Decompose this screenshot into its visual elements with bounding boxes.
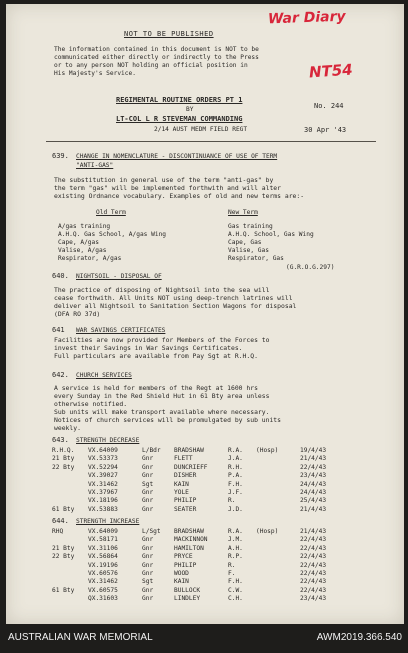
section-641-number: 641 (52, 326, 65, 334)
cell-date: 22/4/43 (300, 578, 327, 586)
cell-unit: R.H.Q. (52, 447, 75, 454)
order-date: 30 Apr '43 (304, 126, 347, 134)
cell-service-number: VX.31462 (88, 480, 118, 488)
term-new-5: Respirator, Gas (228, 255, 284, 262)
term-old-5: Respirator, A/gas (58, 255, 122, 262)
cell-date: 22/4/43 (300, 544, 327, 552)
term-old-4: Valise, A/gas (58, 247, 107, 254)
section-640-body: The practice of disposing of Nightsoil into the sea will cease forthwith. All Units NOT using deep-trench latrines will deliver all Nightsoil to Sanitation Section Wagons for disposal (DFA RO 37d) (54, 286, 297, 318)
new-term-header: New Term (228, 209, 258, 216)
cell-rank: Sgt (142, 578, 154, 586)
cell-rank: L/Sgt (142, 528, 161, 535)
warning-line-4: His Majesty's Service. (54, 70, 136, 77)
cell-initials: J.A. (228, 455, 243, 463)
cell-unit: 22 Bty (52, 463, 75, 471)
cell-service-number: VX.18196 (88, 497, 118, 505)
cell-surname: LINDLEY (174, 595, 201, 603)
cell-service-number: VX.60575 (88, 586, 118, 594)
footer-accession-number: AWM2019.366.540 (316, 632, 402, 643)
cell-rank: Gnr (142, 570, 154, 577)
cell-service-number: VX.53883 (88, 505, 118, 513)
cell-rank: L/Bdr (142, 447, 161, 454)
warning-line-1: The information contained in this document is NOT to be (54, 46, 259, 53)
section-639-body: The substitution in general use of the term "anti-gas" by the term "gas" will be implemented forthwith and will alter existing Ordnance vocabulary. Examples of old and new terms are:- (54, 176, 305, 200)
cell-service-number: VX.19196 (88, 561, 118, 569)
section-643-number: 643. (52, 436, 69, 444)
cell-initials: R.H. (228, 463, 243, 471)
cell-service-number: VX.37967 (88, 489, 118, 496)
cell-rank: Gnr (142, 455, 154, 463)
orders-title: REGIMENTAL ROUTINE ORDERS PT 1 (116, 96, 243, 104)
cell-initials: F.H. (228, 578, 243, 586)
table-row (6, 506, 404, 515)
cell-date: 25/4/43 (300, 497, 327, 505)
cell-initials: R.P. (228, 553, 243, 561)
section-639-reference: (G.R.O.G.297) (286, 264, 335, 271)
cell-initials: R.A. (228, 528, 243, 535)
cell-initials: C.W. (228, 586, 243, 594)
old-term-header: Old Term (96, 209, 126, 216)
warning-line-2: communicated either directly or indirectly to the Press (54, 54, 259, 61)
not-to-be-published-heading: NOT TO BE PUBLISHED (124, 30, 214, 38)
cell-service-number: VX.64009 (88, 447, 118, 454)
cell-date: 21/4/43 (300, 455, 327, 463)
cell-surname: HAMILTON (174, 544, 204, 552)
cell-date: 22/4/43 (300, 586, 327, 594)
cell-rank: Gnr (142, 505, 154, 513)
cell-surname: BULLOCK (174, 586, 201, 594)
cell-surname: KAIN (174, 480, 189, 488)
cell-rank: Gnr (142, 463, 154, 471)
cell-service-number: QX.31603 (88, 595, 118, 603)
warning-line-3: or to any person NOT holding an official position in (54, 62, 248, 69)
cell-rank: Gnr (142, 497, 154, 505)
cell-surname: PHILIP (174, 497, 197, 505)
cell-unit: 61 Bty (52, 505, 75, 513)
term-old-3: Cape, A/gas (58, 239, 99, 246)
document-page (6, 4, 404, 624)
cell-initials: F. (228, 570, 236, 577)
term-old-1: A/gas training (58, 223, 111, 230)
cell-surname: MACKINNON (174, 536, 208, 544)
cell-rank: Gnr (142, 553, 154, 561)
section-641-heading: WAR SAVINGS CERTIFICATES (76, 327, 166, 334)
cell-rank: Gnr (142, 489, 154, 496)
cell-unit: 22 Bty (52, 553, 75, 561)
term-old-2: A.H.Q. Gas School, A/gas Wing (58, 231, 167, 238)
cell-surname: DUNCRIEFF (174, 463, 208, 471)
section-641-body: Facilities are now provided for Members of the Forces to invest their Savings in War Savings Certificates. Full particulars are available from Pay Sgt at R.H.Q. (54, 336, 270, 360)
cell-service-number: VX.31462 (88, 578, 118, 586)
cell-remark: (Hosp) (256, 528, 279, 535)
handwritten-note-war-diary: War Diary (267, 8, 346, 28)
section-642-body: A service is held for members of the Regt at 1600 hrs every Sunday in the Red Shield Hut in 61 Bty area unless otherwise notified. Sub units will make transport available where necessary. Notices of church services will be promulgated by sub units weekly. (54, 384, 282, 432)
section-644-number: 644. (52, 517, 69, 525)
unit-line: 2/14 AUST MEDM FIELD REGT (154, 126, 248, 133)
cell-service-number: VX.39027 (88, 472, 118, 480)
cell-initials: J.F. (228, 489, 243, 496)
cell-surname: BRADSHAW (174, 528, 204, 535)
table-row (6, 595, 404, 604)
cell-surname: FLETT (174, 455, 193, 463)
section-643-heading: STRENGTH DECREASE (76, 437, 140, 444)
cell-date: 23/4/43 (300, 595, 327, 603)
cell-date: 22/4/43 (300, 570, 327, 577)
term-new-1: Gas training (228, 223, 273, 230)
cell-date: 22/4/43 (300, 536, 327, 544)
cell-surname: WOOD (174, 570, 189, 577)
handwritten-note-nt54: NT54 (308, 60, 354, 82)
cell-date: 22/4/43 (300, 463, 327, 471)
cell-remark: (Hosp) (256, 447, 279, 454)
section-644-heading: STRENGTH INCREASE (76, 518, 140, 525)
section-640-number: 640. (52, 272, 69, 280)
cell-initials: R. (228, 497, 236, 505)
section-642-number: 642. (52, 371, 69, 379)
cell-rank: Gnr (142, 472, 154, 480)
cell-service-number: VX.58171 (88, 536, 118, 544)
cell-service-number: VX.60576 (88, 570, 118, 577)
cell-unit: 61 Bty (52, 586, 75, 594)
cell-unit: RHQ (52, 528, 64, 535)
cell-surname: KAIN (174, 578, 189, 586)
cell-rank: Gnr (142, 595, 154, 603)
header-divider (46, 141, 376, 142)
cell-initials: J.M. (228, 536, 243, 544)
section-639-number: 639. (52, 152, 69, 160)
cell-unit: 21 Bty (52, 455, 75, 463)
section-642-heading: CHURCH SERVICES (76, 372, 132, 379)
cell-date: 24/4/43 (300, 489, 327, 496)
footer-institution: AUSTRALIAN WAR MEMORIAL (8, 632, 153, 643)
order-number: No. 244 (314, 102, 344, 110)
cell-date: 21/4/43 (300, 528, 327, 535)
archive-footer (0, 624, 408, 653)
term-new-2: A.H.Q. School, Gas Wing (228, 231, 314, 238)
cell-date: 22/4/43 (300, 553, 327, 561)
cell-rank: Gnr (142, 586, 154, 594)
cell-service-number: VX.53373 (88, 455, 118, 463)
commander-line: LT-COL L R STEVEMAN COMMANDING (116, 115, 243, 123)
cell-service-number: VX.52294 (88, 463, 118, 471)
cell-rank: Gnr (142, 561, 154, 569)
cell-date: 19/4/43 (300, 447, 327, 454)
cell-surname: PRYCE (174, 553, 193, 561)
cell-service-number: VX.64009 (88, 528, 118, 535)
cell-initials: C.H. (228, 595, 243, 603)
cell-surname: BRADSHAW (174, 447, 204, 454)
cell-initials: J.D. (228, 505, 243, 513)
term-new-3: Cape, Gas (228, 239, 262, 246)
cell-date: 22/4/43 (300, 561, 327, 569)
cell-date: 24/4/43 (300, 480, 327, 488)
section-639-heading-2: "ANTI-GAS" (76, 162, 114, 169)
cell-initials: A.H. (228, 544, 243, 552)
orders-by: BY (186, 106, 194, 113)
cell-rank: Gnr (142, 536, 154, 544)
cell-initials: F.H. (228, 480, 243, 488)
cell-surname: DISHER (174, 472, 197, 480)
cell-date: 23/4/43 (300, 472, 327, 480)
cell-unit: 21 Bty (52, 544, 75, 552)
section-639-heading: CHANGE IN NOMENCLATURE - DISCONTINUANCE OF USE OF TERM (76, 153, 278, 160)
cell-service-number: VX.56864 (88, 553, 118, 561)
cell-initials: R. (228, 561, 236, 569)
cell-surname: PHILIP (174, 561, 197, 569)
cell-service-number: VX.31106 (88, 544, 118, 552)
cell-surname: SEATER (174, 505, 197, 513)
section-640-heading: NIGHTSOIL - DISPOSAL OF (76, 273, 162, 280)
cell-rank: Sgt (142, 480, 154, 488)
term-new-4: Valise, Gas (228, 247, 269, 254)
cell-rank: Gnr (142, 544, 154, 552)
cell-date: 21/4/43 (300, 505, 327, 513)
cell-initials: R.A. (228, 447, 243, 454)
cell-surname: YOLE (174, 489, 189, 496)
cell-initials: P.A. (228, 472, 243, 480)
